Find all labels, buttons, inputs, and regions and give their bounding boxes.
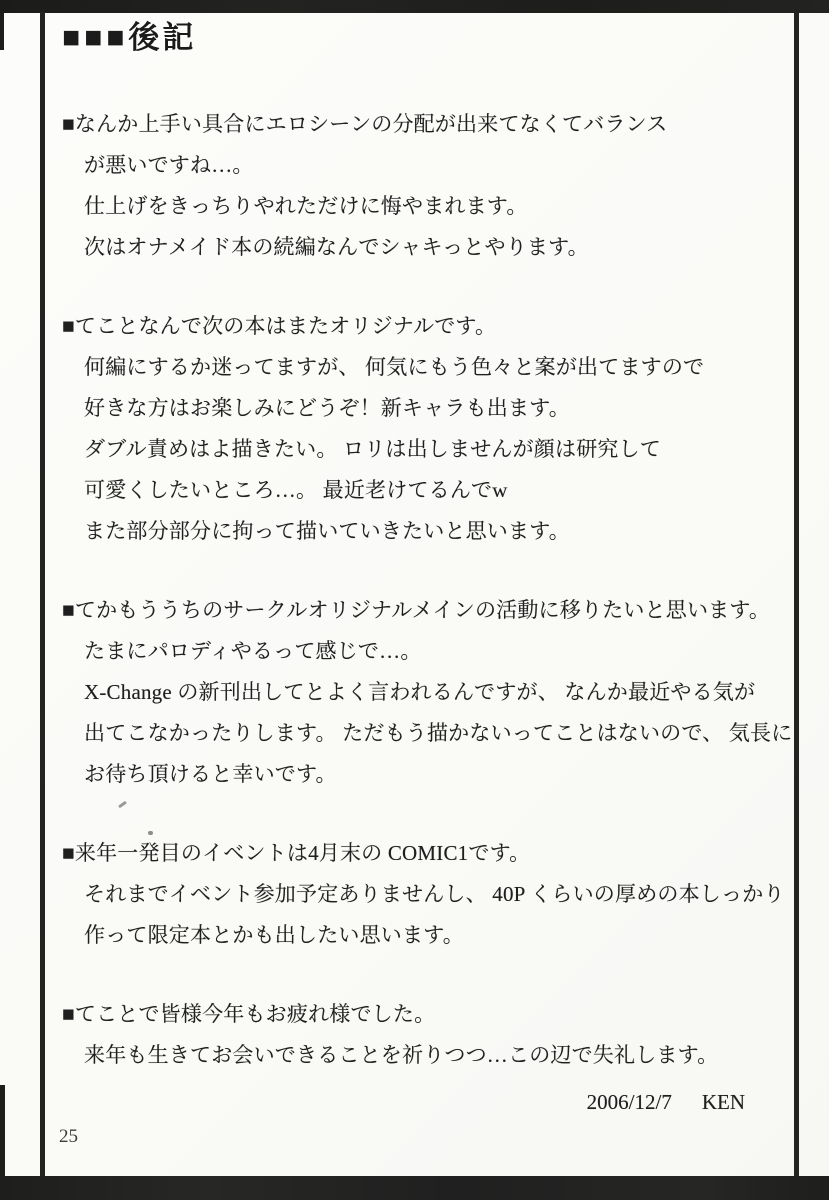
afterword-heading xyxy=(62,20,781,56)
paragraph-next-event xyxy=(62,833,785,956)
text-line: ■てことで皆様今年もお疲れ様でした。 xyxy=(62,1002,436,1026)
text-line: ■てことなんで次の本はまたオリジナルです。 xyxy=(62,314,497,338)
text-line: ダブル責めはよ描きたい。 ロリは出しませんが顔は研究して xyxy=(84,437,662,461)
page-content xyxy=(62,20,793,1114)
signature-date: 2006/12/7 xyxy=(586,1090,672,1114)
signature-author: KEN xyxy=(701,1090,745,1114)
text-line: 作って限定本とかも出したい思います。 xyxy=(84,923,464,947)
heading-square-bullets: ■■■ xyxy=(62,21,129,54)
text-line: ■てかもううちのサークルオリジナルメインの活動に移りたいと思います。 xyxy=(62,598,771,622)
paragraph-next-book xyxy=(62,306,781,552)
text-line: ■来年一発目のイベントは4月末の COMIC1です。 xyxy=(62,841,531,865)
page-number: 25 xyxy=(59,1126,78,1147)
scan-edge-artifact-top xyxy=(0,12,4,50)
text-line: 来年も生きてお会いできることを祈りつつ…この辺で失礼します。 xyxy=(84,1043,719,1067)
scan-edge-artifact-bottom xyxy=(0,1085,5,1180)
text-line: 好きな方はお楽しみにどうぞ！新キャラも出ます。 xyxy=(84,396,570,420)
text-line: それまでイベント参加予定ありませんし、 40P くらいの厚めの本しっかり xyxy=(84,882,785,906)
paragraph-balance xyxy=(62,104,781,268)
text-line: また部分部分に拘って描いていきたいと思います。 xyxy=(84,519,570,543)
text-line: が悪いですね…。 xyxy=(84,153,254,177)
page-title: 後記 xyxy=(128,20,197,55)
text-line: お待ち頂けると幸いです。 xyxy=(84,762,337,786)
text-line: 何編にするか迷ってますが、 何気にもう色々と案が出てますので xyxy=(84,355,705,379)
paragraph-closing xyxy=(62,994,781,1076)
text-line: 仕上げをきっちりやれただけに悔やまれます。 xyxy=(84,194,528,218)
right-border-rule xyxy=(794,12,799,1177)
top-border-bar xyxy=(0,0,829,13)
left-border-rule xyxy=(40,12,45,1177)
signature xyxy=(587,1090,745,1115)
bottom-border-bar xyxy=(0,1176,829,1200)
paragraph-circle-activity xyxy=(62,590,793,795)
text-line: 出てこなかったりします。 ただもう描かないってことはないので、 気長に xyxy=(84,721,793,745)
text-line: たまにパロディやるって感じで…。 xyxy=(84,639,422,663)
text-line: X-Change の新刊出してとよく言われるんですが、 なんか最近やる気が xyxy=(84,680,756,704)
text-line: 次はオナメイド本の続編なんでシャキっとやります。 xyxy=(84,235,589,259)
text-line: ■なんか上手い具合にエロシーンの分配が出来てなくてバランス xyxy=(62,112,668,136)
text-line: 可愛くしたいところ…。 最近老けてるんでw xyxy=(84,478,508,502)
